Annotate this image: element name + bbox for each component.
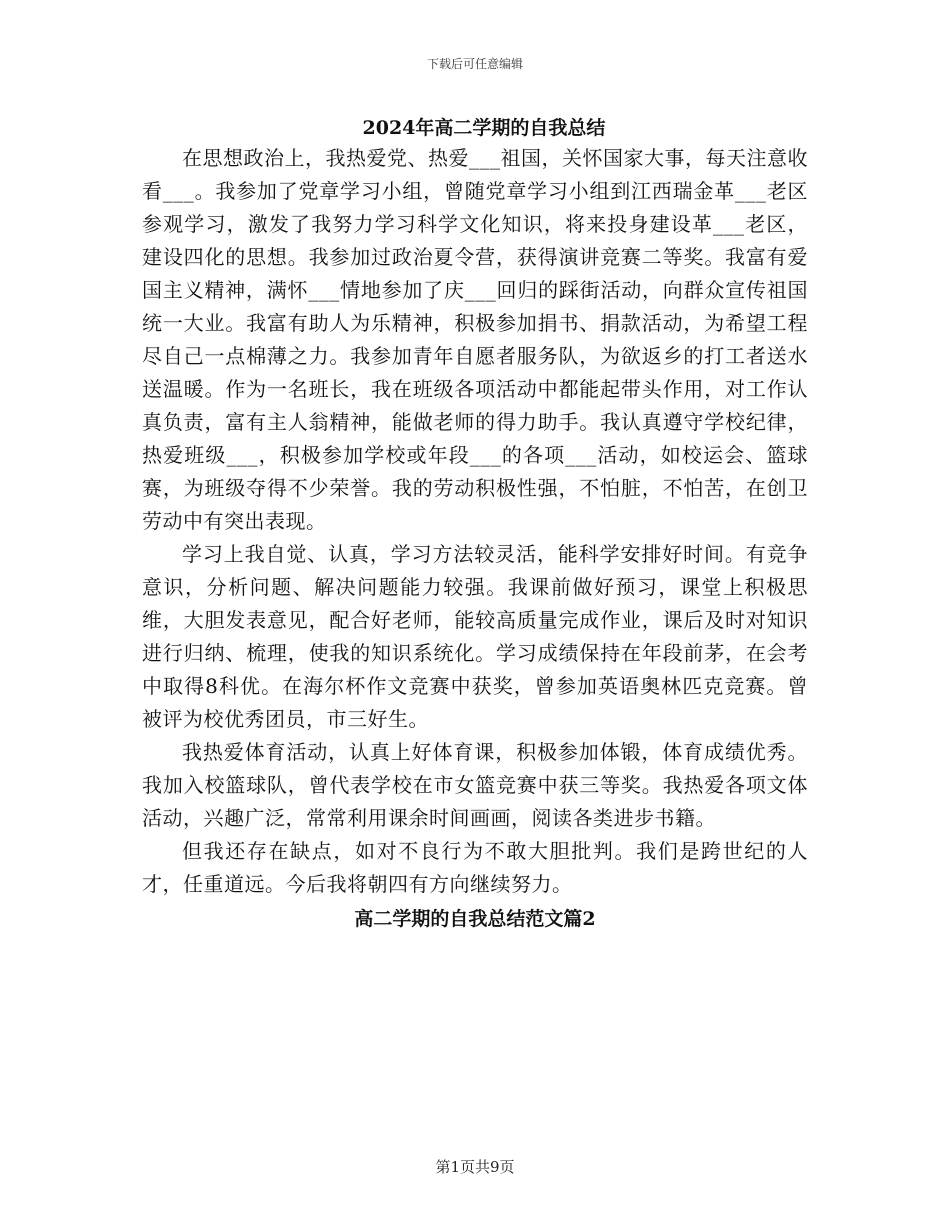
- header-note: 下载后可任意编辑: [426, 57, 523, 71]
- section-subtitle: 高二学期的自我总结范文篇2: [354, 908, 596, 930]
- paragraph-politics: 在思想政治上，我热爱党、热爱___祖国，关怀国家大事，每天注意收看___。我参加了党章学习小组，曾随党章学习小组到江西瑞金革___老区参观学习，激发了我努力学习科学文化知识，将来投身建设革___老区，建设四化的思想。我参加过政治夏令营，获得演讲竞赛二等奖。我富有爱国主义精神，满怀___情地参加了庆___回归的踩街活动，向群众宣传祖国统一大业。我富有助人为乐精神，积极参加捐书、捐款活动，为希望工程尽自己一点棉薄之力。我参加青年自愿者服务队，为欲返乡的打工者送水送温暖。作为一名班长，我在班级各项活动中都能起带头作用，对工作认真负责，富有主人翁精神，能做老师的得力助手。我认真遵守学校纪律，热爱班级___，积极参加学校或年段___的各项___活动，如校运会、篮球赛，为班级夺得不少荣誉。我的劳动积极性强，不怕脏，不怕苦，在创卫劳动中有突出表现。: [142, 146, 808, 533]
- paragraph-sports: 我热爱体育活动，认真上好体育课，积极参加体锻，体育成绩优秀。我加入校篮球队，曾代表学校在市女篮竞赛中获三等奖。我热爱各项文体活动，兴趣广泛，常常利用课余时间画画，阅读各类进步书籍。: [142, 740, 808, 830]
- page-number: 第1页共9页: [435, 1158, 515, 1176]
- paragraph-study: 学习上我自觉、认真，学习方法较灵活，能科学安排好时间。有竞争意识，分析问题、解决问题能力较强。我课前做好预习，课堂上积极思维，大胆发表意见，配合好老师，能较高质量完成作业，课后及时对知识进行归纳、梳理，使我的知识系统化。学习成绩保持在年段前茅，在会考中取得8科优。在海尔杯作文竞赛中获奖，曾参加英语奥林匹克竞赛。曾被评为校优秀团员，市三好生。: [142, 542, 808, 731]
- document-body: [142, 114, 808, 937]
- paragraph-shortcomings: 但我还存在缺点，如对不良行为不敢大胆批判。我们是跨世纪的人才，任重道远。今后我将朝四有方向继续努力。: [142, 839, 808, 896]
- document-title: 2024年高二学期的自我总结: [362, 117, 606, 139]
